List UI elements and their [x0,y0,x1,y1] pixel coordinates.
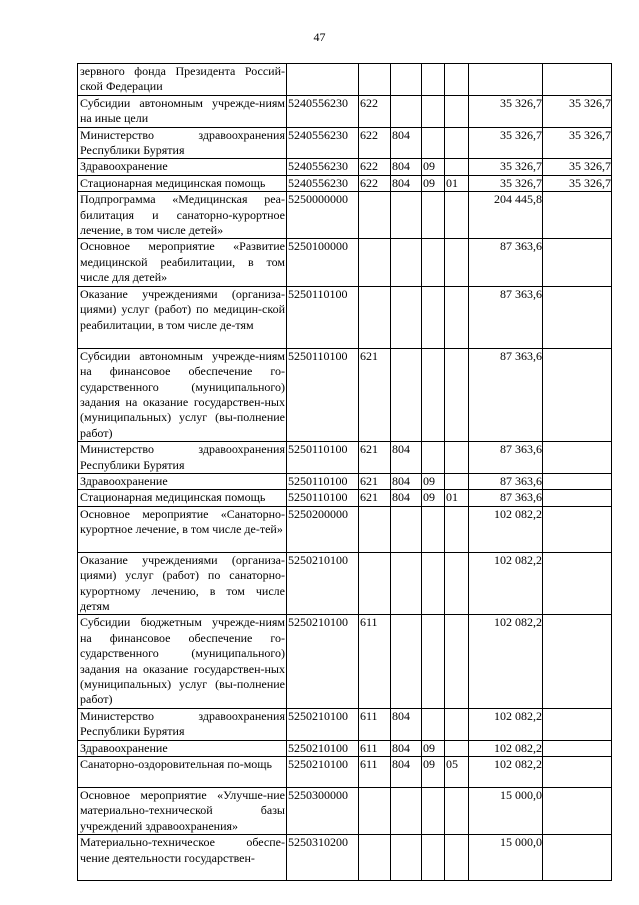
cell-amount-total: 87 363,6 [469,473,543,489]
table-row [78,835,612,881]
cell-subsection [445,442,469,474]
cell-subsection [445,192,469,239]
cell-target-code: 5250100000 [287,239,359,286]
cell-amount-federal [543,835,612,881]
cell-section: 09 [422,473,445,489]
cell-subsection: 01 [445,175,469,191]
cell-expense-type [359,239,391,286]
cell-target-code: 5250110100 [287,473,359,489]
cell-amount-total: 102 082,2 [469,615,543,708]
table-body [78,64,612,881]
cell-section [422,127,445,159]
cell-section: 09 [422,159,445,175]
table-row [78,708,612,740]
cell-name: Здравоохранение [78,473,287,489]
cell-amount-federal [543,740,612,756]
cell-amount-total: 87 363,6 [469,239,543,286]
cell-subsection [445,348,469,441]
cell-expense-type: 621 [359,473,391,489]
cell-section [422,286,445,348]
cell-subsection [445,239,469,286]
cell-name: Субсидии бюджетным учрежде-ниям на финансовое обеспечение го-сударственного (муниципального) задания на оказание государствен-ных (муниципальных) услуг (вы-полнение работ) [78,615,287,708]
cell-amount-total: 102 082,2 [469,708,543,740]
cell-amount-federal [543,286,612,348]
cell-amount-total: 15 000,0 [469,835,543,881]
cell-target-code: 5240556230 [287,95,359,127]
cell-subsection [445,740,469,756]
cell-ministry-code [391,64,422,96]
cell-amount-federal [543,64,612,96]
cell-subsection [445,159,469,175]
cell-expense-type [359,192,391,239]
cell-expense-type: 621 [359,442,391,474]
cell-section: 09 [422,740,445,756]
table-row [78,788,612,835]
table-row [78,175,612,191]
cell-name: Здравоохранение [78,740,287,756]
cell-expense-type: 622 [359,127,391,159]
cell-amount-total [469,64,543,96]
cell-ministry-code [391,552,422,615]
cell-subsection [445,615,469,708]
cell-amount-federal [543,757,612,788]
cell-name: Санаторно-оздоровительная по-мощь [78,757,287,788]
cell-amount-federal [543,506,612,552]
table-row [78,159,612,175]
table-row [78,64,612,96]
cell-ministry-code [391,788,422,835]
cell-section [422,552,445,615]
cell-expense-type [359,286,391,348]
cell-target-code: 5250200000 [287,506,359,552]
cell-amount-federal [543,192,612,239]
cell-ministry-code: 804 [391,175,422,191]
cell-ministry-code: 804 [391,757,422,788]
cell-amount-total: 102 082,2 [469,757,543,788]
cell-name: Материально-техническое обеспе-чение деятельности государствен- [78,835,287,881]
cell-amount-federal [543,473,612,489]
table-row [78,286,612,348]
cell-subsection [445,127,469,159]
cell-amount-total: 35 326,7 [469,159,543,175]
cell-target-code: 5240556230 [287,159,359,175]
table-row [78,740,612,756]
cell-target-code: 5250210100 [287,708,359,740]
cell-amount-federal [543,615,612,708]
cell-target-code: 5250110100 [287,490,359,506]
cell-section [422,708,445,740]
cell-expense-type [359,788,391,835]
cell-amount-total: 35 326,7 [469,127,543,159]
cell-target-code: 5250110100 [287,286,359,348]
table-row [78,490,612,506]
cell-expense-type: 622 [359,159,391,175]
budget-table [77,63,612,881]
cell-target-code [287,64,359,96]
cell-section: 09 [422,175,445,191]
cell-amount-federal [543,348,612,441]
cell-target-code: 5250110100 [287,442,359,474]
cell-ministry-code [391,95,422,127]
table-row [78,506,612,552]
cell-amount-federal: 35 326,7 [543,159,612,175]
cell-expense-type [359,506,391,552]
cell-ministry-code: 804 [391,159,422,175]
cell-name: Министерство здравоохранения Республики Бурятия [78,442,287,474]
cell-target-code: 5250110100 [287,348,359,441]
cell-subsection [445,95,469,127]
cell-subsection: 01 [445,490,469,506]
cell-ministry-code: 804 [391,490,422,506]
cell-amount-federal [543,788,612,835]
cell-subsection [445,708,469,740]
cell-target-code: 5250310200 [287,835,359,881]
cell-name: зервного фонда Президента Россий-ской Федерации [78,64,287,96]
cell-ministry-code: 804 [391,740,422,756]
cell-target-code: 5250210100 [287,615,359,708]
cell-ministry-code [391,835,422,881]
cell-amount-federal [543,239,612,286]
cell-target-code: 5250210100 [287,552,359,615]
cell-name: Министерство здравоохранения Республики Бурятия [78,127,287,159]
cell-ministry-code: 804 [391,708,422,740]
cell-section [422,442,445,474]
cell-section [422,348,445,441]
cell-target-code: 5250000000 [287,192,359,239]
table-row [78,473,612,489]
cell-ministry-code: 804 [391,473,422,489]
cell-expense-type: 621 [359,348,391,441]
cell-name: Основное мероприятие «Санаторно-курортное лечение, в том числе де-тей» [78,506,287,552]
cell-ministry-code [391,506,422,552]
cell-subsection: 05 [445,757,469,788]
page-number: 47 [313,30,326,44]
cell-target-code: 5250300000 [287,788,359,835]
cell-expense-type: 621 [359,490,391,506]
cell-section [422,239,445,286]
cell-target-code: 5250210100 [287,757,359,788]
cell-name: Оказание учреждениями (организа-циями) услуг (работ) по санаторно-курортному лечению, в том числе детям [78,552,287,615]
cell-target-code: 5250210100 [287,740,359,756]
cell-amount-total: 102 082,2 [469,506,543,552]
cell-ministry-code [391,192,422,239]
cell-amount-federal: 35 326,7 [543,127,612,159]
table-row [78,127,612,159]
cell-amount-federal [543,442,612,474]
cell-expense-type [359,835,391,881]
cell-ministry-code [391,239,422,286]
cell-ministry-code: 804 [391,442,422,474]
cell-ministry-code [391,615,422,708]
cell-name: Оказание учреждениями (организа-циями) услуг (работ) по медицин-ской реабилитации, в том числе де-тям [78,286,287,348]
table-row [78,615,612,708]
cell-amount-total: 35 326,7 [469,95,543,127]
table-row [78,442,612,474]
cell-name: Субсидии автономным учрежде-ниям на финансовое обеспечение го-сударственного (муниципального) задания на оказание государствен-ных (муниципальных) услуг (вы-полнение работ) [78,348,287,441]
cell-subsection [445,788,469,835]
cell-amount-total: 87 363,6 [469,490,543,506]
cell-subsection [445,506,469,552]
cell-name: Стационарная медицинская помощь [78,490,287,506]
cell-ministry-code [391,348,422,441]
cell-expense-type: 611 [359,708,391,740]
cell-section [422,192,445,239]
cell-subsection [445,64,469,96]
cell-section [422,788,445,835]
table-row [78,552,612,615]
cell-amount-federal [543,490,612,506]
cell-section [422,64,445,96]
cell-name: Основное мероприятие «Улучше-ние материально-технической базы учреждений здравоохранения» [78,788,287,835]
cell-section [422,506,445,552]
cell-expense-type: 611 [359,615,391,708]
cell-amount-total: 87 363,6 [469,348,543,441]
cell-amount-total: 87 363,6 [469,286,543,348]
cell-section: 09 [422,757,445,788]
cell-section: 09 [422,490,445,506]
cell-amount-total: 35 326,7 [469,175,543,191]
table-row [78,192,612,239]
cell-amount-total: 15 000,0 [469,788,543,835]
table-row [78,239,612,286]
cell-subsection [445,835,469,881]
cell-expense-type [359,64,391,96]
table-row [78,757,612,788]
cell-name: Министерство здравоохранения Республики Бурятия [78,708,287,740]
cell-expense-type: 622 [359,175,391,191]
cell-name: Подпрограмма «Медицинская реа-билитация и санаторно-курортное лечение, в том числе детей» [78,192,287,239]
cell-subsection [445,473,469,489]
cell-amount-total: 102 082,2 [469,740,543,756]
cell-amount-total: 87 363,6 [469,442,543,474]
cell-ministry-code [391,286,422,348]
cell-section [422,615,445,708]
cell-amount-federal: 35 326,7 [543,175,612,191]
cell-expense-type: 611 [359,757,391,788]
cell-ministry-code: 804 [391,127,422,159]
cell-name: Субсидии автономным учрежде-ниям на иные цели [78,95,287,127]
cell-target-code: 5240556230 [287,127,359,159]
table-row [78,95,612,127]
cell-subsection [445,286,469,348]
cell-amount-federal [543,552,612,615]
cell-expense-type: 611 [359,740,391,756]
cell-amount-federal [543,708,612,740]
cell-name: Основное мероприятие «Развитие медицинской реабилитации, в том числе для детей» [78,239,287,286]
cell-name: Здравоохранение [78,159,287,175]
cell-expense-type [359,552,391,615]
cell-expense-type: 622 [359,95,391,127]
cell-amount-federal: 35 326,7 [543,95,612,127]
cell-name: Стационарная медицинская помощь [78,175,287,191]
cell-amount-total: 204 445,8 [469,192,543,239]
cell-section [422,835,445,881]
table-row [78,348,612,441]
cell-subsection [445,552,469,615]
cell-target-code: 5240556230 [287,175,359,191]
cell-section [422,95,445,127]
cell-amount-total: 102 082,2 [469,552,543,615]
